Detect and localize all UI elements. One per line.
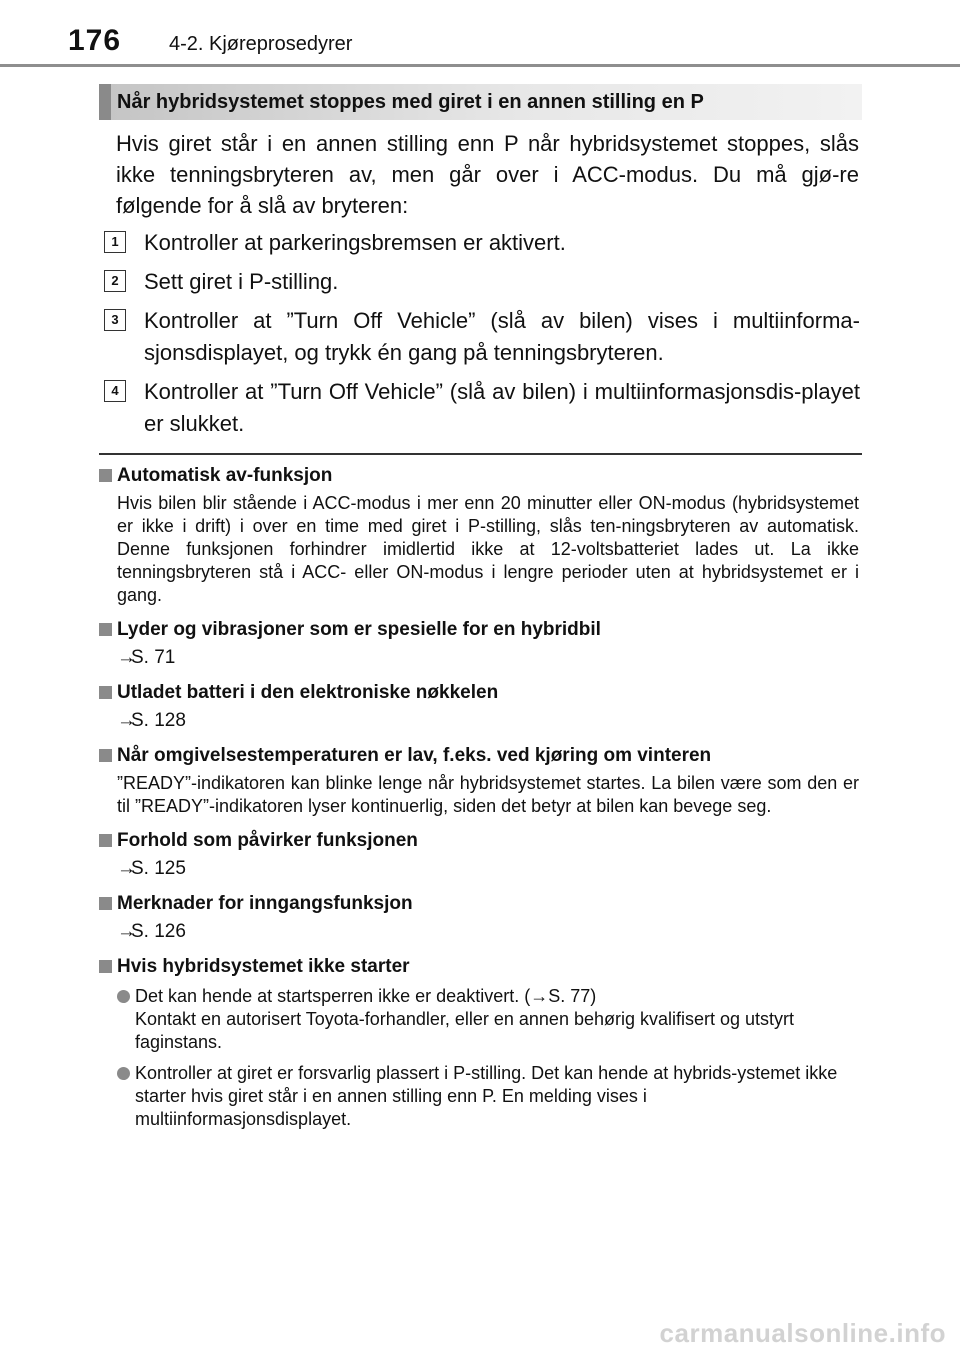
- note-title: Når omgivelsestemperaturen er lav, f.eks. ved kjøring om vinteren: [117, 745, 712, 766]
- watermark: carmanualsonline.info: [659, 1318, 946, 1348]
- square-bullet-icon: [99, 897, 112, 910]
- note-no-start: [99, 955, 859, 1131]
- note-title: Utladet batteri i den elektroniske nøkkelen: [117, 682, 499, 703]
- notes-section: [99, 464, 859, 1142]
- circle-bullet-icon: [117, 1067, 130, 1080]
- note-heading: [99, 892, 859, 916]
- section-divider: [99, 453, 862, 455]
- note-title: Hvis hybridsystemet ikke starter: [117, 956, 410, 977]
- note-sounds: [99, 618, 859, 670]
- arrow-right-icon: →: [117, 710, 136, 731]
- square-bullet-icon: [99, 834, 112, 847]
- step-text: Sett giret i P-stilling.: [144, 269, 339, 294]
- step-number-badge: 1: [104, 231, 126, 253]
- note-auto-off: [99, 464, 859, 607]
- section-title: Når hybridsystemet stoppes med giret i en annen stilling en P: [117, 91, 704, 113]
- step-text: Kontroller at ”Turn Off Vehicle” (slå av bilen) i multiinformasjonsdis-playet er slukket.: [144, 379, 860, 436]
- page-header: [0, 0, 960, 70]
- note-heading: [99, 955, 859, 979]
- note-low-temperature: [99, 744, 859, 818]
- page-reference-text: S. 128: [131, 710, 186, 731]
- step-item: [104, 305, 860, 369]
- note-heading: [99, 618, 859, 642]
- note-body: ”READY”-indikatoren kan blinke lenge når hybridsystemet startes. La bilen være som den er til ”READY”-indikatoren lyser kontinuerlig, siden det betyr at bilen kan bevege seg.: [117, 773, 859, 816]
- note-heading: [99, 744, 859, 768]
- square-bullet-icon: [99, 623, 112, 636]
- bullet-item: [117, 1062, 859, 1131]
- section-title-bar: [99, 84, 862, 120]
- page-reference-text: S. 125: [131, 858, 186, 879]
- note-heading: [99, 681, 859, 705]
- bullet-text: Det kan hende at startsperren ikke er deaktivert. (→S. 77): [135, 986, 597, 1006]
- step-list: [104, 227, 860, 447]
- note-title: Merknader for inngangsfunksjon: [117, 893, 413, 914]
- page-number: 176: [68, 24, 122, 57]
- chapter-title: 4-2. Kjøreprosedyrer: [169, 33, 353, 55]
- note-title: Automatisk av-funksjon: [117, 465, 333, 486]
- step-item: [104, 266, 860, 298]
- section-bar-marker: [99, 84, 111, 120]
- note-heading: [99, 829, 859, 853]
- note-body: Hvis bilen blir stående i ACC-modus i mer enn 20 minutter eller ON-modus (hybridsystemet er ikke i drift) i over en time med giret i P-stilling, slås ten-ningsbryteren av automatisk. Denne funksjonen forhindrer imidlertid ikke at 12-voltsbatteriet lades ut. La ikke tenningsbryteren stå i ACC- eller ON-modus i lengre perioder uten at hybridsystemet er i gang.: [117, 493, 859, 605]
- page-reference-text: S. 126: [131, 921, 186, 942]
- step-item: [104, 227, 860, 259]
- arrow-right-icon: →: [117, 858, 136, 879]
- note-heading: [99, 464, 859, 488]
- arrow-right-icon: →: [117, 921, 136, 942]
- note-title: Lyder og vibrasjoner som er spesielle for en hybridbil: [117, 619, 601, 640]
- step-number-badge: 2: [104, 270, 126, 292]
- note-conditions: [99, 829, 859, 881]
- page-reference[interactable]: [117, 646, 859, 670]
- square-bullet-icon: [99, 469, 112, 482]
- intro-paragraph: Hvis giret står i en annen stilling enn P når hybridsystemet stoppes, slås ikke tenningsbryteren av, men går over i ACC-modus. Du må gjø-re følgende for å slå av bryteren:: [116, 131, 859, 218]
- square-bullet-icon: [99, 960, 112, 973]
- note-title: Forhold som påvirker funksjonen: [117, 830, 418, 851]
- step-number-badge: 4: [104, 380, 126, 402]
- header-rule: [0, 64, 960, 67]
- step-item: [104, 376, 860, 440]
- step-number-badge: 3: [104, 309, 126, 331]
- note-battery: [99, 681, 859, 733]
- page-reference[interactable]: [117, 920, 859, 944]
- page-reference[interactable]: [117, 709, 859, 733]
- bullet-text: Kontroller at giret er forsvarlig plassert i P-stilling. Det kan hende at hybrids-ystemet ikke starter hvis giret står i en annen stilling enn P. En melding vises i multiinformasjonsdisplayet.: [135, 1063, 838, 1129]
- circle-bullet-icon: [117, 990, 130, 1003]
- page-reference[interactable]: [117, 857, 859, 881]
- note-entry-function: [99, 892, 859, 944]
- step-text: Kontroller at ”Turn Off Vehicle” (slå av bilen) vises i multiinforma-sjonsdisplayet, og trykk én gang på tenningsbryteren.: [144, 308, 860, 365]
- page-reference-text: S. 71: [131, 647, 176, 668]
- bullet-item: [117, 985, 859, 1054]
- square-bullet-icon: [99, 686, 112, 699]
- square-bullet-icon: [99, 749, 112, 762]
- arrow-right-icon: →: [117, 647, 136, 668]
- bullet-text: Kontakt en autorisert Toyota-forhandler, eller en annen behørig kvalifisert og utstyrt faginstans.: [135, 1009, 795, 1052]
- step-text: Kontroller at parkeringsbremsen er aktivert.: [144, 230, 566, 255]
